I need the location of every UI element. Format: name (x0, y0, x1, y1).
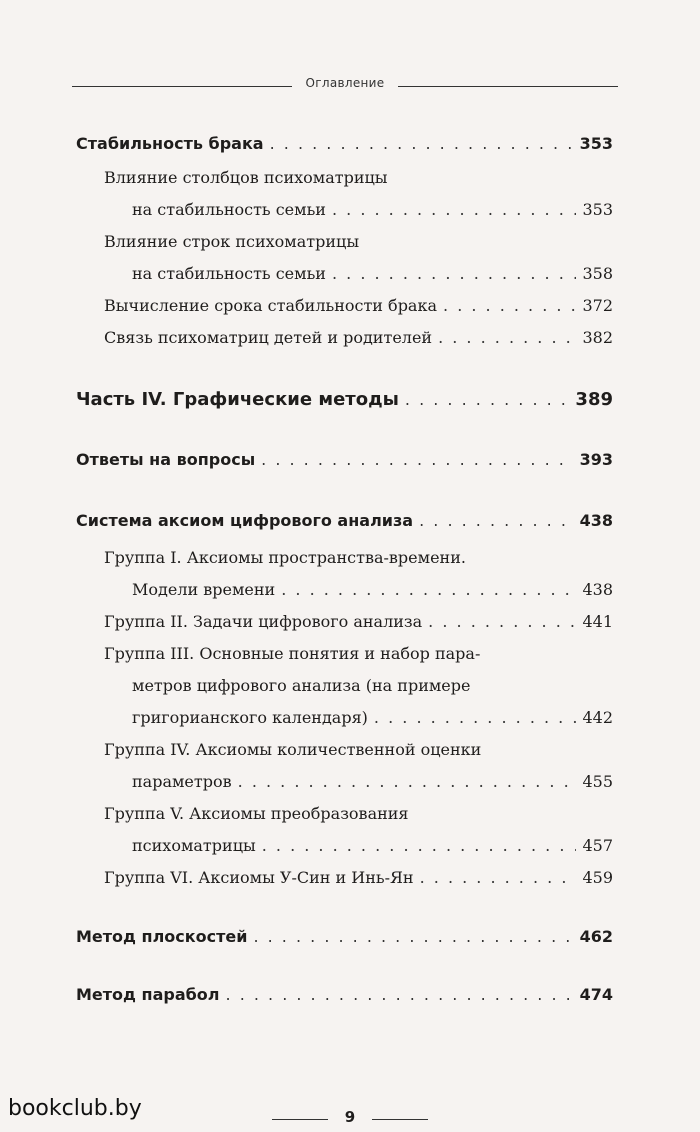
toc-entry-group-five (104, 798, 613, 862)
toc-page-number: 438 (582, 580, 613, 599)
toc-entry-group-one (104, 542, 613, 606)
toc-entry-group-three (104, 638, 613, 734)
toc-page-number: 474 (579, 985, 613, 1004)
running-head-title: Оглавление (305, 76, 385, 90)
watermark-logo: bookclub.by (8, 1096, 142, 1121)
toc-page-number: 358 (582, 264, 613, 283)
footer-rule-right (372, 1119, 428, 1120)
leader-dots (238, 766, 577, 798)
toc-page-number: 462 (579, 927, 613, 946)
toc-entry-title-line2: Модели времени (132, 580, 276, 599)
leader-dots (428, 606, 576, 638)
leader-dots (443, 290, 576, 322)
leader-dots (270, 128, 574, 160)
leader-dots (374, 702, 577, 734)
toc-page-number: 382 (582, 328, 613, 347)
toc-entry-title-line2: психоматрицы (132, 836, 256, 855)
leader-dots (332, 258, 576, 290)
leader-dots (332, 194, 576, 226)
toc-entry-title: Часть IV. Графические методы (76, 389, 399, 410)
toc-entry-title: Ответы на вопросы (76, 450, 256, 469)
toc-page-number: 372 (582, 296, 613, 315)
page-number: 9 (344, 1108, 356, 1126)
leader-dots (261, 444, 573, 476)
toc-entry-title: Система аксиом цифрового анализа (76, 511, 414, 530)
toc-page-number: 389 (575, 389, 613, 410)
toc-page-number: 455 (582, 772, 613, 791)
toc-entry-stability-term (104, 290, 613, 322)
toc-entry-title-line1: Группа III. Основные понятия и набор пара- (104, 644, 481, 663)
toc-entry-title-line2: на стабильность семьи (132, 200, 326, 219)
toc-entry-columns-influence (104, 162, 613, 226)
footer-rule-left (272, 1119, 328, 1120)
leader-dots (438, 322, 576, 354)
toc-entry-title-line1: Влияние строк психоматрицы (104, 232, 360, 251)
toc-entry-title: Группа II. Задачи цифрового анализа (104, 612, 423, 631)
toc-entry-parabolas-method (76, 979, 613, 1011)
toc-entry-rows-influence (104, 226, 613, 290)
toc-entry-title: Метод парабол (76, 985, 220, 1004)
toc-page-number: 353 (579, 134, 613, 153)
toc-entry-title-line3: григорианского календаря) (132, 708, 368, 727)
toc-entry-title-line1: Влияние столбцов психоматрицы (104, 168, 388, 187)
leader-dots (405, 383, 570, 417)
table-of-contents (76, 126, 613, 1011)
toc-page-number: 353 (582, 200, 613, 219)
toc-entry-title-line1: Группа V. Аксиомы преобразования (104, 804, 409, 823)
toc-entry-axiom-system (76, 505, 613, 537)
toc-page-number: 441 (582, 612, 613, 631)
toc-entry-title-line2: параметров (132, 772, 232, 791)
toc-entry-children-parents (104, 322, 613, 354)
toc-entry-planes-method (76, 921, 613, 953)
toc-entry-answers (76, 444, 613, 476)
toc-page-number: 457 (582, 836, 613, 855)
toc-entry-marriage-stability (76, 128, 613, 160)
page-footer (0, 1108, 700, 1132)
toc-entry-title: Вычисление срока стабильности брака (104, 296, 438, 315)
toc-entry-group-four (104, 734, 613, 798)
leader-dots (253, 921, 573, 953)
toc-entry-title-line1: Группа I. Аксиомы пространства-времени. (104, 548, 466, 567)
toc-entry-title-line2: метров цифрового анализа (на примере (132, 676, 471, 695)
toc-entry-part-four (76, 383, 613, 417)
toc-entry-title: Группа VI. Аксиомы У-Син и Инь-Ян (104, 868, 414, 887)
toc-entry-title: Стабильность брака (76, 134, 264, 153)
leader-dots (262, 830, 577, 862)
leader-dots (226, 979, 574, 1011)
toc-entry-group-two (104, 606, 613, 638)
toc-page-number: 438 (579, 511, 613, 530)
header-rule-right (398, 86, 618, 87)
toc-entry-title-line1: Группа IV. Аксиомы количественной оценки (104, 740, 482, 759)
toc-entry-title-line2: на стабильность семьи (132, 264, 326, 283)
leader-dots (419, 505, 573, 537)
toc-page-number: 442 (582, 708, 613, 727)
running-head (0, 74, 700, 98)
leader-dots (281, 574, 576, 606)
header-rule-left (72, 86, 292, 87)
toc-page-number: 459 (582, 868, 613, 887)
toc-entry-group-six (104, 862, 613, 894)
toc-page-number: 393 (579, 450, 613, 469)
toc-entry-title: Связь психоматриц детей и родителей (104, 328, 433, 347)
toc-entry-title: Метод плоскостей (76, 927, 248, 946)
leader-dots (420, 862, 577, 894)
